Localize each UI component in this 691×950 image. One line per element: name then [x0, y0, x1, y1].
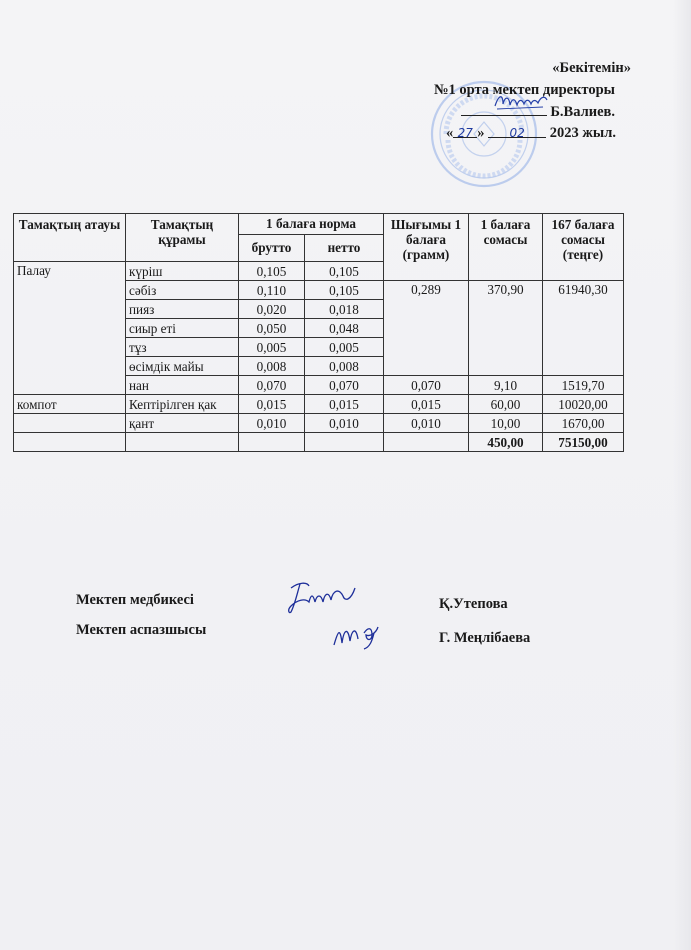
ingredient-name: пияз: [126, 300, 239, 319]
sugar-cost-one: 10,00: [469, 414, 543, 433]
approval-date: [430, 125, 616, 142]
ingredient-brutto: 0,050: [239, 319, 305, 338]
ingredient-netto: 0,005: [305, 338, 384, 357]
cook-signature: [330, 617, 390, 651]
ingredient-netto: 0,048: [305, 319, 384, 338]
cook-role: Мектеп аспазшысы: [76, 622, 207, 638]
ingredient-brutto: 0,110: [239, 281, 305, 300]
date-month-blank: [488, 125, 546, 138]
compote-cost-total: 10020,00: [543, 395, 624, 414]
director-signature: [493, 90, 549, 112]
compote-yield: 0,015: [384, 395, 469, 414]
header-dish-name: Тамақтың атауы: [14, 214, 126, 262]
ingredient-netto: 0,105: [305, 262, 384, 281]
date-quote-open: «: [446, 125, 454, 141]
ingredient-name: сәбіз: [126, 281, 239, 300]
palau-cost-total: 61940,30: [543, 281, 624, 376]
ingredient-netto: 0,010: [305, 414, 384, 433]
ingredient-netto: 0,105: [305, 281, 384, 300]
header-norm: 1 балаға норма: [239, 214, 384, 235]
ingredient-netto: 0,015: [305, 395, 384, 414]
total-cost-total: 75150,00: [543, 433, 624, 452]
header-cost-one: 1 балаға сомасы: [469, 214, 543, 281]
director-name: Б.Валиев.: [550, 104, 615, 120]
table-total-row: [14, 433, 624, 452]
palau-cost-one: 370,90: [469, 281, 543, 376]
date-year: 2023 жыл.: [549, 125, 616, 141]
table-header-row: [14, 214, 624, 235]
page-edge-shadow: [673, 0, 691, 950]
compote-cost-one: 60,00: [469, 395, 543, 414]
total-cost-one: 450,00: [469, 433, 543, 452]
empty-cell: [305, 433, 384, 452]
nurse-signature: [285, 580, 365, 616]
empty-cell: [239, 433, 305, 452]
ingredient-name: күріш: [126, 262, 239, 281]
ingredient-brutto: 0,070: [239, 376, 305, 395]
header-yield: Шығымы 1 балаға (грамм): [384, 214, 469, 281]
sugar-yield: 0,010: [384, 414, 469, 433]
header-netto: нетто: [305, 234, 384, 261]
nurse-name: Қ.Утепова: [439, 596, 508, 612]
ingredient-brutto: 0,008: [239, 357, 305, 376]
ingredient-name: Кептірілген қак: [126, 395, 239, 414]
ingredient-brutto: 0,020: [239, 300, 305, 319]
ingredient-brutto: 0,105: [239, 262, 305, 281]
ingredient-netto: 0,008: [305, 357, 384, 376]
date-month: 02: [509, 126, 525, 140]
header-cost-total: 167 балаға сомасы (теңге): [543, 214, 624, 281]
dish-palau: Палау: [14, 262, 126, 395]
cook-name: Г. Меңлібаева: [439, 630, 531, 646]
bread-yield: 0,070: [384, 376, 469, 395]
date-day-blank: [453, 125, 477, 138]
table-row: [14, 414, 624, 433]
dish-empty: [14, 414, 126, 433]
menu-cost-table: [13, 213, 624, 452]
header-composition: Тамақтың құрамы: [126, 214, 239, 262]
header-brutto: брутто: [239, 234, 305, 261]
sugar-cost-total: 1670,00: [543, 414, 624, 433]
empty-cell: [126, 433, 239, 452]
dish-compote: компот: [14, 395, 126, 414]
empty-cell: [384, 433, 469, 452]
date-quote-close: »: [477, 125, 485, 141]
ingredient-netto: 0,070: [305, 376, 384, 395]
ingredient-netto: 0,018: [305, 300, 384, 319]
date-day: 27: [457, 126, 473, 140]
ingredient-name: сиыр еті: [126, 319, 239, 338]
ingredient-brutto: 0,015: [239, 395, 305, 414]
palau-yield: 0,289: [384, 281, 469, 376]
bread-cost-total: 1519,70: [543, 376, 624, 395]
ingredient-name: тұз: [126, 338, 239, 357]
ingredient-name: өсімдік майы: [126, 357, 239, 376]
nurse-role: Мектеп медбикесі: [76, 592, 194, 608]
ingredient-name: қант: [126, 414, 239, 433]
bread-cost-one: 9,10: [469, 376, 543, 395]
ingredient-name: нан: [126, 376, 239, 395]
approval-title: «Бекітемін»: [552, 60, 631, 76]
approval-position: №1 орта мектеп директоры: [433, 82, 615, 98]
empty-cell: [14, 433, 126, 452]
ingredient-brutto: 0,005: [239, 338, 305, 357]
ingredient-brutto: 0,010: [239, 414, 305, 433]
table-row: [14, 395, 624, 414]
